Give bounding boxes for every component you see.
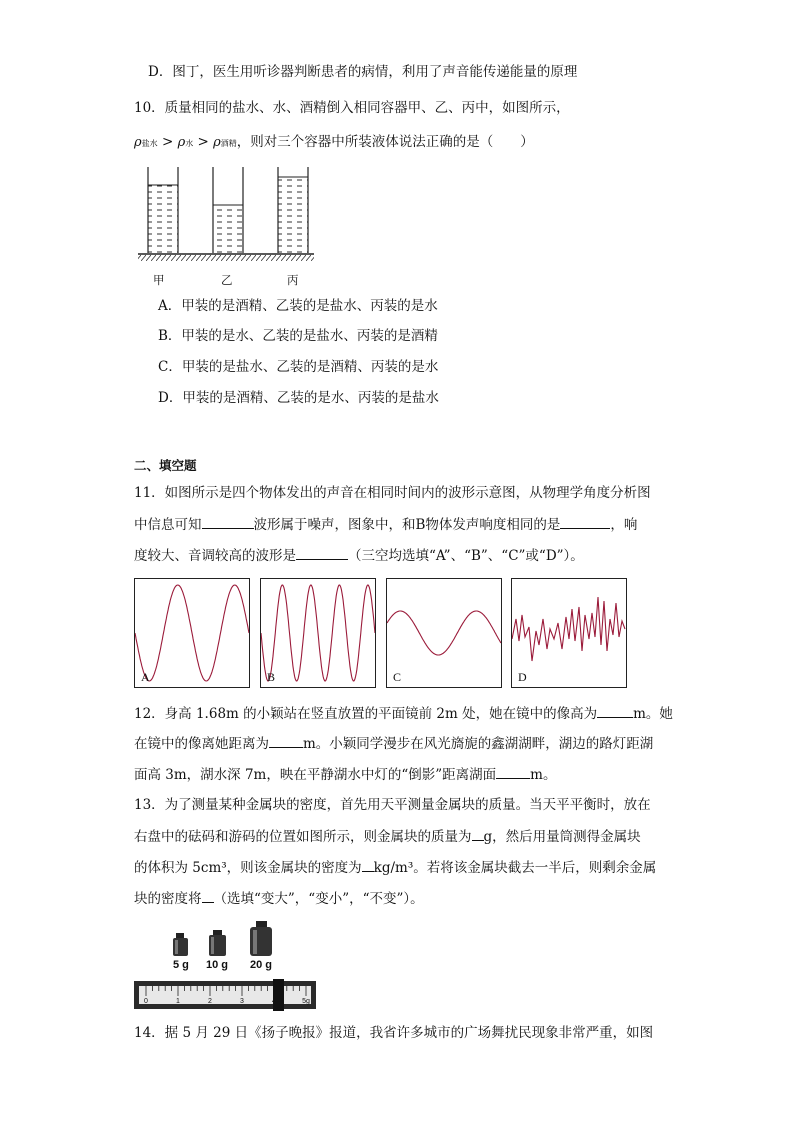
ground-hatch [138,255,314,261]
q10-option-d: D．甲装的是酒精、乙装的是水、丙装的是盐水 [158,390,439,406]
q11-line3: 度较大、音调较高的波形是 （三空均选填“A”、“B”、“C”或“D”）。 [134,545,584,566]
q13-line2: 右盘中的砝码和游码的位置如图所示，则金属块的质量为 g，然后用量筒测得金属块 [134,826,641,847]
ruler-tick-label: 3 [240,998,244,1005]
q12-line1: 12．身高 1.68m 的小颖站在竖直放置的平面镜前 2m 处，她在镜中的像高为 m。她 [134,703,673,724]
q9-option-d: D．图丁，医生用听诊器判断患者的病情，利用了声音能传递能量的原理 [148,64,578,80]
q10-stem-line2: ρ盐水 > ρ水 > ρ酒精，则对三个容器中所装液体说法正确的是（ ） [134,134,534,150]
weight-20g-icon [250,921,272,956]
containers-figure [136,165,316,270]
wave-c [387,611,501,655]
label-yi: 乙 [221,273,233,287]
wave-box-d [511,578,627,688]
weight-5g-icon [173,933,188,956]
q12-line2: 在镜中的像离她距离为 m。小颖同学漫步在风光旖旎的鑫湖湖畔，湖边的路灯距湖 [134,733,653,754]
q14-line1: 14．据 5 月 29 日《扬子晚报》报道，我省许多城市的广场舞扰民现象非常严重，如图 [134,1025,654,1041]
wave-label-a: A [141,670,150,684]
q10-option-b: B．甲装的是水、乙装的是盐水、丙装的是酒精 [158,328,438,344]
wave-box-b [260,578,376,688]
q10-option-c: C．甲装的是盐水、乙装的是酒精、丙装的是水 [158,359,439,375]
label-bing: 丙 [287,273,299,287]
rho-alcohol: ρ酒精 [213,135,237,150]
blank-9[interactable] [202,888,214,903]
section-title: 二、填空题 [134,458,197,473]
wave-label-b: B [267,670,276,684]
ruler-tick-label: 5g [302,998,310,1005]
wave-box-a [134,578,250,688]
wave-label-c: C [393,670,402,684]
ruler-tick-label: 0 [144,998,148,1005]
ruler-tick-label: 1 [176,998,180,1005]
q13-line3: 的体积为 5cm³，则该金属块的密度为 kg/m³。若将该金属块截去一半后，则剩余金属 [134,857,656,878]
q13-line1: 13．为了测量某种金属块的密度，首先用天平测量金属块的质量。当天平平衡时，放在 [134,797,651,813]
container-yi [213,167,243,253]
q13-line4: 块的密度将 （选填“变大”，“变小”，“不变”）。 [134,888,424,909]
rho-water: ρ水 [177,135,194,150]
wave-d [512,597,625,661]
blank-6[interactable] [496,764,530,779]
blank-2[interactable] [560,514,610,529]
blank-8[interactable] [362,857,374,872]
blank-5[interactable] [269,733,303,748]
wave-b [261,585,375,681]
label-jia: 甲 [153,273,165,287]
q10-option-a: A．甲装的是酒精、乙装的是盐水、丙装的是水 [158,298,438,314]
weight-label-10g: 10 g [206,959,229,971]
container-bing [278,167,308,253]
blank-7[interactable] [472,826,484,841]
ruler [134,979,316,1011]
wave-a [135,585,249,681]
q12-line3: 面高 3m，湖水深 7m，映在平静湖水中灯的“倒影”距离湖面 m。 [134,764,556,785]
q10-stem-line1: 10．质量相同的盐水、水、酒精倒入相同容器甲、乙、丙中，如图所示， [134,100,570,116]
wave-box-c [386,578,502,688]
ruler-tick-label: 2 [208,998,212,1005]
blank-3[interactable] [296,545,348,560]
rider-marker [273,979,284,1011]
weight-label-20g: 20 g [250,959,273,971]
container-jia [148,167,178,253]
q11-line2: 中信息可知 波形属于噪声，图象中，和B物体发声响度相同的是 ，响 [134,514,637,535]
wave-label-d: D [518,670,527,684]
blank-4[interactable] [597,703,633,718]
rho-brine: ρ盐水 [134,135,158,150]
weight-10g-icon [209,930,226,956]
weight-label-5g: 5 g [173,959,189,971]
q11-line1: 11．如图所示是四个物体发出的声音在相同时间内的波形示意图，从物理学角度分析图 [134,485,651,501]
blank-1[interactable] [202,514,254,529]
